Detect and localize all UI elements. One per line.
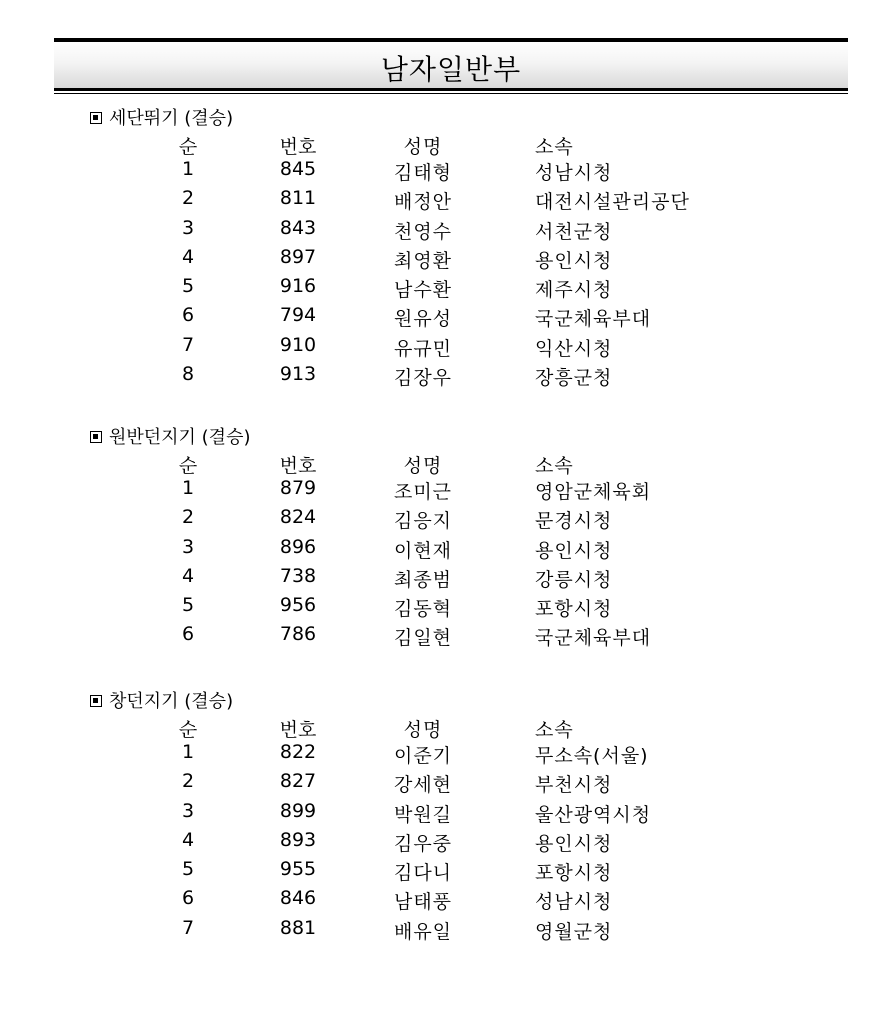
section-title-text: 원반던지기 (결승) bbox=[109, 427, 251, 448]
table-row bbox=[90, 917, 790, 946]
name-cell: 남수환 bbox=[393, 279, 453, 302]
square-bullet-icon bbox=[90, 695, 102, 707]
name-cell: 김일현 bbox=[393, 627, 453, 650]
table-row bbox=[90, 217, 790, 246]
number-cell: 824 bbox=[279, 506, 317, 529]
name-cell: 김장우 bbox=[393, 367, 453, 390]
number-cell: 881 bbox=[279, 916, 317, 939]
table-row bbox=[90, 887, 790, 916]
team-cell: 울산광역시청 bbox=[535, 803, 652, 826]
header-divider-thin bbox=[54, 93, 848, 94]
rank-cell: 2 bbox=[181, 770, 195, 793]
rank-cell: 1 bbox=[181, 477, 195, 499]
table-row bbox=[90, 187, 790, 216]
section-triple-jump bbox=[90, 106, 790, 392]
name-cell: 남태풍 bbox=[393, 891, 453, 914]
name-cell: 배정안 bbox=[393, 191, 453, 214]
name-cell: 박원길 bbox=[393, 803, 453, 826]
rank-cell: 4 bbox=[181, 245, 195, 268]
header-rank: 순 bbox=[178, 136, 198, 158]
table-row bbox=[90, 536, 790, 565]
rank-cell: 5 bbox=[181, 275, 195, 298]
number-cell: 843 bbox=[279, 216, 317, 239]
number-cell: 956 bbox=[279, 594, 317, 617]
number-cell: 896 bbox=[279, 535, 317, 558]
page-title: 남자일반부 bbox=[380, 53, 522, 86]
number-cell: 845 bbox=[279, 158, 317, 180]
number-cell: 893 bbox=[279, 828, 317, 851]
rank-cell: 8 bbox=[181, 363, 195, 386]
rank-cell: 1 bbox=[181, 741, 195, 763]
table-row bbox=[90, 594, 790, 623]
rank-cell: 7 bbox=[181, 916, 195, 939]
table-row bbox=[90, 770, 790, 799]
team-cell: 성남시청 bbox=[535, 162, 613, 184]
team-cell: 영월군청 bbox=[535, 920, 613, 943]
team-cell: 무소속(서울) bbox=[535, 745, 649, 767]
header-divider-thick bbox=[54, 88, 848, 91]
name-cell: 천영수 bbox=[393, 220, 453, 243]
number-cell: 794 bbox=[279, 304, 317, 327]
team-cell: 용인시청 bbox=[535, 539, 613, 562]
header-number: 번호 bbox=[279, 719, 317, 741]
number-cell: 913 bbox=[279, 363, 317, 386]
name-cell: 최영환 bbox=[393, 249, 453, 272]
header-name: 성명 bbox=[403, 136, 443, 158]
header-rank: 순 bbox=[178, 719, 198, 741]
team-cell: 문경시청 bbox=[535, 510, 613, 533]
number-cell: 822 bbox=[279, 741, 317, 763]
rank-cell: 5 bbox=[181, 594, 195, 617]
table-header-row bbox=[90, 715, 790, 741]
table-header-row bbox=[90, 451, 790, 477]
header-team: 소속 bbox=[535, 719, 574, 741]
number-cell: 955 bbox=[279, 858, 317, 881]
name-cell: 이준기 bbox=[393, 745, 453, 767]
page-header bbox=[54, 38, 848, 88]
rank-cell: 1 bbox=[181, 158, 195, 180]
square-bullet-icon bbox=[90, 431, 102, 443]
table-row bbox=[90, 304, 790, 333]
header-rank: 순 bbox=[178, 455, 198, 477]
number-cell: 899 bbox=[279, 799, 317, 822]
square-bullet-icon bbox=[90, 112, 102, 124]
rank-cell: 6 bbox=[181, 623, 195, 646]
team-cell: 제주시청 bbox=[535, 279, 613, 302]
name-cell: 김우중 bbox=[393, 832, 453, 855]
number-cell: 827 bbox=[279, 770, 317, 793]
header-number: 번호 bbox=[279, 455, 317, 477]
team-cell: 용인시청 bbox=[535, 832, 613, 855]
team-cell: 성남시청 bbox=[535, 891, 613, 914]
rank-cell: 6 bbox=[181, 887, 195, 910]
header-name: 성명 bbox=[403, 719, 443, 741]
table-row bbox=[90, 858, 790, 887]
team-cell: 장흥군청 bbox=[535, 367, 613, 390]
header-number: 번호 bbox=[279, 136, 317, 158]
table-row bbox=[90, 741, 790, 770]
name-cell: 조미근 bbox=[393, 481, 453, 503]
rank-cell: 5 bbox=[181, 858, 195, 881]
number-cell: 879 bbox=[279, 477, 317, 499]
team-cell: 포항시청 bbox=[535, 862, 613, 885]
name-cell: 이현재 bbox=[393, 539, 453, 562]
team-cell: 대전시설관리공단 bbox=[535, 191, 690, 214]
rank-cell: 3 bbox=[181, 535, 195, 558]
table-row bbox=[90, 800, 790, 829]
rank-cell: 6 bbox=[181, 304, 195, 327]
table-row bbox=[90, 623, 790, 652]
rank-cell: 3 bbox=[181, 216, 195, 239]
rank-cell: 3 bbox=[181, 799, 195, 822]
section-title bbox=[90, 689, 790, 715]
number-cell: 811 bbox=[279, 187, 317, 210]
number-cell: 897 bbox=[279, 245, 317, 268]
table-row bbox=[90, 829, 790, 858]
number-cell: 910 bbox=[279, 333, 317, 356]
name-cell: 원유성 bbox=[393, 308, 453, 331]
section-javelin-throw bbox=[90, 689, 790, 946]
name-cell: 배유일 bbox=[393, 920, 453, 943]
rank-cell: 2 bbox=[181, 506, 195, 529]
rank-cell: 4 bbox=[181, 564, 195, 587]
team-cell: 국군체육부대 bbox=[535, 627, 652, 650]
header-team: 소속 bbox=[535, 455, 574, 477]
section-title-text: 창던지기 (결승) bbox=[109, 691, 234, 712]
team-cell: 영암군체육회 bbox=[535, 481, 652, 503]
table-row bbox=[90, 565, 790, 594]
team-cell: 강릉시청 bbox=[535, 568, 613, 591]
team-cell: 용인시청 bbox=[535, 249, 613, 272]
section-discus-throw bbox=[90, 425, 790, 653]
table-row bbox=[90, 477, 790, 506]
team-cell: 서천군청 bbox=[535, 220, 613, 243]
rank-cell: 2 bbox=[181, 187, 195, 210]
table-row bbox=[90, 158, 790, 187]
rank-cell: 4 bbox=[181, 828, 195, 851]
table-row bbox=[90, 506, 790, 535]
header-name: 성명 bbox=[403, 455, 443, 477]
number-cell: 846 bbox=[279, 887, 317, 910]
name-cell: 김동혁 bbox=[393, 598, 453, 621]
number-cell: 916 bbox=[279, 275, 317, 298]
name-cell: 최종범 bbox=[393, 568, 453, 591]
table-row bbox=[90, 246, 790, 275]
rank-cell: 7 bbox=[181, 333, 195, 356]
team-cell: 포항시청 bbox=[535, 598, 613, 621]
name-cell: 유규민 bbox=[393, 337, 453, 360]
table-row bbox=[90, 334, 790, 363]
name-cell: 김다니 bbox=[393, 862, 453, 885]
team-cell: 익산시청 bbox=[535, 337, 613, 360]
table-row bbox=[90, 275, 790, 304]
name-cell: 김태형 bbox=[393, 162, 453, 184]
section-title-text: 세단뛰기 (결승) bbox=[109, 108, 234, 129]
section-title bbox=[90, 106, 790, 132]
name-cell: 김응지 bbox=[393, 510, 453, 533]
name-cell: 강세현 bbox=[393, 774, 453, 797]
team-cell: 국군체육부대 bbox=[535, 308, 652, 331]
header-team: 소속 bbox=[535, 136, 574, 158]
table-header-row bbox=[90, 132, 790, 158]
table-row bbox=[90, 363, 790, 392]
team-cell: 부천시청 bbox=[535, 774, 613, 797]
number-cell: 738 bbox=[279, 564, 317, 587]
number-cell: 786 bbox=[279, 623, 317, 646]
section-title bbox=[90, 425, 790, 451]
